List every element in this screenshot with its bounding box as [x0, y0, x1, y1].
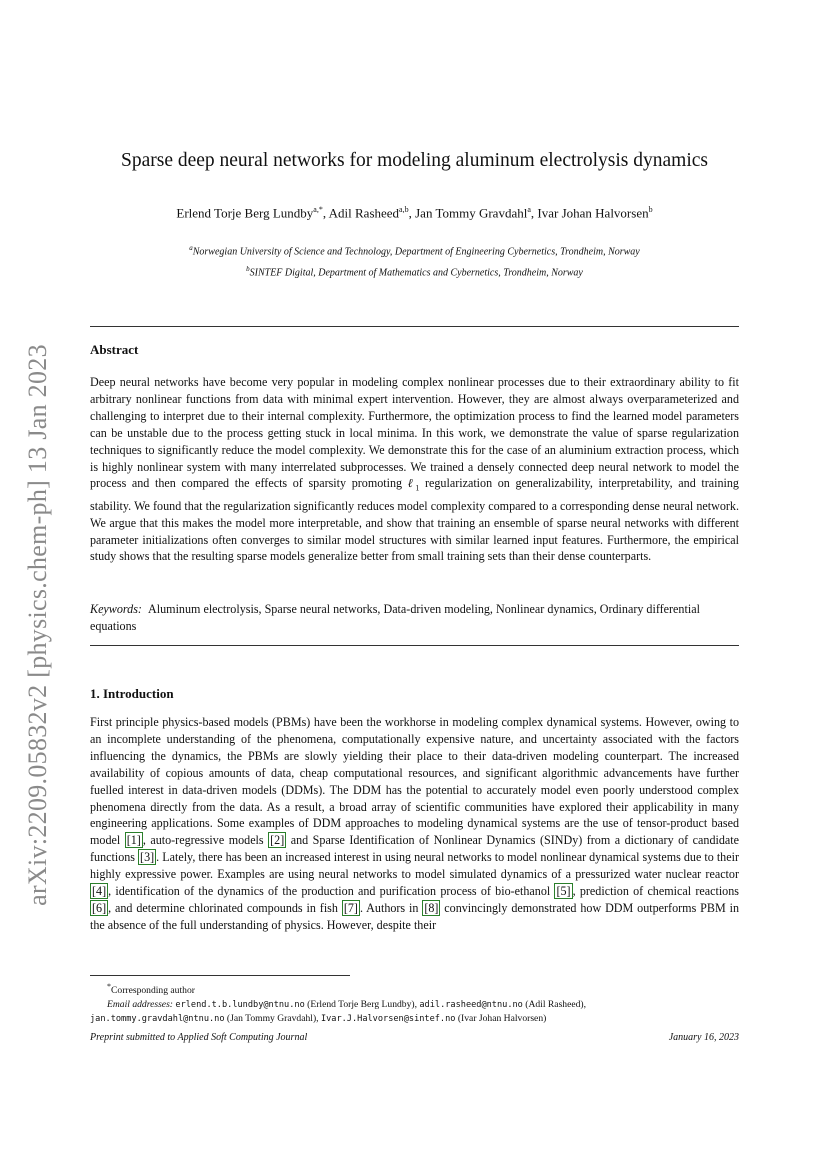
- author-affiliation-mark: a: [527, 205, 531, 214]
- l1-subscript: 1: [415, 483, 420, 493]
- citation-link[interactable]: [3]: [140, 850, 155, 865]
- intro-text: , identification of the dynamics of the production and purification process of bio-ethanol: [108, 884, 555, 899]
- citation-link[interactable]: [5]: [556, 884, 571, 899]
- intro-text: and Sparse Identification of Nonlinear Dynamics (SINDy) from a dictionary of candidate functions: [90, 833, 739, 865]
- section-heading-introduction: 1. Introduction: [90, 686, 174, 701]
- keywords-text: Aluminum electrolysis, Sparse neural networks, Data-driven modeling, Nonlinear dynamics, Ordinary differential equations: [90, 602, 700, 633]
- email-owner: (Jan Tommy Gravdahl),: [224, 1013, 321, 1025]
- citation-link[interactable]: [6]: [92, 900, 107, 915]
- abstract-text-part2: regularization on generalizability, interpretability, and training stability. We found that the regularization significantly reduces model complexity compared to a corresponding dense neural network. We argue that this makes the model more interpretable, and show that training an ensemble of sparse neural networks with different parameter initializations often converges to similar model structures with similar learned input features. Furthermore, the empirical study shows that the resulting sparse models generalize better from small training sets than their dense counterparts.: [90, 476, 739, 564]
- footer-date: January 16, 2023: [668, 1032, 739, 1043]
- abstract-heading: Abstract: [90, 342, 139, 357]
- citation-link[interactable]: [7]: [343, 900, 358, 915]
- keywords-label: Keywords:: [90, 602, 142, 616]
- intro-text: convincingly demonstrated how DDM outperforms PBM in the absence of the full understanding of physics. However, despite their: [90, 900, 739, 932]
- intro-text: First principle physics-based models (PBMs) have been the workhorse in modeling complex dynamical systems. However, owing to an incomplete understanding of the phenomena, computationally expensive nature, and uncertainty associated with the factors influencing the dynamics, the PBMs are slowly yielding their place to their data-driven modeling counterpart. The increased availability of copious amounts of data, cheap computational resources, and significant algorithmic advancements have further fuelled interest in data-driven models (DDMs). The DDM has the potential to accurately model even poorly understood complex phenomena directly from the data. As a result, a broad array of scientific communities have explored their applicability in many engineering applications. Some examples of DDM approaches to modeling dynamical systems are the use of tensor-product based model: [90, 715, 739, 848]
- author-affiliation-mark: b: [648, 205, 653, 214]
- affiliation-b: [90, 265, 739, 278]
- bottom-divider: [90, 645, 739, 646]
- intro-text: . Lately, there has been an increased interest in using neural networks to model nonlinear dynamical systems due to their highly expressive power. Examples are using neural networks to model simulated dynamics of a pressurized water nuclear reactor: [90, 850, 739, 882]
- citation-link[interactable]: [2]: [270, 833, 285, 848]
- intro-text: . Authors in: [359, 900, 423, 915]
- top-divider: [90, 326, 739, 327]
- abstract-body: [90, 374, 739, 565]
- paper-title: Sparse deep neural networks for modeling aluminum electrolysis dynamics: [120, 150, 709, 171]
- author-affiliation-mark: a,*: [313, 205, 323, 214]
- citation-link[interactable]: [8]: [424, 900, 439, 915]
- keywords: [90, 601, 739, 635]
- affiliation-text: Norwegian University of Science and Technology, Department of Engineering Cybernetics, Trondheim, Norway: [192, 246, 640, 258]
- author-name: Ivar Johan Halvorsen: [537, 205, 649, 221]
- email-owner: (Ivar Johan Halvorsen): [455, 1013, 547, 1025]
- arxiv-identifier: arXiv:2209.05832v2 [physics.chem-ph] 13 Jan 2023: [23, 344, 52, 906]
- email-link[interactable]: Ivar.J.Halvorsen@sintef.no: [320, 1014, 456, 1025]
- author-name: Erlend Torje Berg Lundby: [176, 205, 314, 221]
- footnote-divider: [90, 975, 350, 976]
- email-addresses-cont: [90, 1012, 739, 1026]
- email-label: Email addresses:: [107, 999, 173, 1011]
- affiliation-text: SINTEF Digital, Department of Mathematics and Cybernetics, Trondheim, Norway: [249, 267, 583, 279]
- introduction-body: [90, 714, 739, 934]
- footnote-mark: *: [107, 982, 111, 991]
- author-name: Adil Rasheed: [328, 205, 400, 221]
- author-list: Erlend Torje Berg Lundby$^{a,*}$, Adil Rasheed$^{a,b}$, Jan Tommy Gravdahl$^a$, Ivar Johan Halvorsen$^b$: [176, 205, 653, 221]
- citation-link[interactable]: [1]: [126, 833, 141, 848]
- email-addresses: [90, 998, 739, 1012]
- email-owner: (Adil Rasheed),: [522, 999, 587, 1011]
- arxiv-sidebar: [18, 320, 58, 930]
- intro-text: , and determine chlorinated compounds in fish: [108, 900, 342, 915]
- affiliation-mark: b: [246, 265, 250, 273]
- intro-text: , prediction of chemical reactions: [572, 884, 739, 899]
- email-owner: (Erlend Torje Berg Lundby),: [304, 999, 420, 1011]
- email-link[interactable]: jan.tommy.gravdahl@ntnu.no: [90, 1014, 225, 1025]
- corresponding-author-note: [90, 980, 739, 998]
- preprint-note: Preprint submitted to Applied Soft Computing Journal: [90, 1032, 308, 1043]
- email-link[interactable]: adil.rasheed@ntnu.no: [419, 1000, 523, 1011]
- corresponding-author-text: Corresponding author: [111, 985, 195, 997]
- intro-text: , auto-regressive models: [142, 833, 269, 848]
- author-affiliation-mark: a,b: [399, 205, 409, 214]
- affiliation-a: [90, 244, 739, 257]
- email-link[interactable]: erlend.t.b.lundby@ntnu.no: [175, 1000, 305, 1011]
- abstract-text-part1: Deep neural networks have become very popular in modeling complex nonlinear processes due to their extraordinary ability to fit arbitrary nonlinear functions from data with minimal expert intervention. However, they are almost always overparameterized and challenging to interpret due to their internal complexity. Furthermore, the optimization process to find the learned model parameters can be unstable due to the process getting stuck in local minima. In this work, we demonstrate the value of sparse regularization techniques to significantly reduce the model complexity. We demonstrate this for the case of an aluminium extraction process, which is highly nonlinear system with many interrelated subprocesses. We trained a densely connected deep neural network to model the process and then compared the effects of sparsity promoting: [90, 375, 739, 491]
- affiliation-mark: a: [189, 244, 193, 252]
- l1-symbol: ℓ: [407, 476, 416, 491]
- author-name: Jan Tommy Gravdahl: [415, 205, 528, 221]
- footnotes: [90, 980, 739, 1026]
- citation-link[interactable]: [4]: [92, 884, 107, 899]
